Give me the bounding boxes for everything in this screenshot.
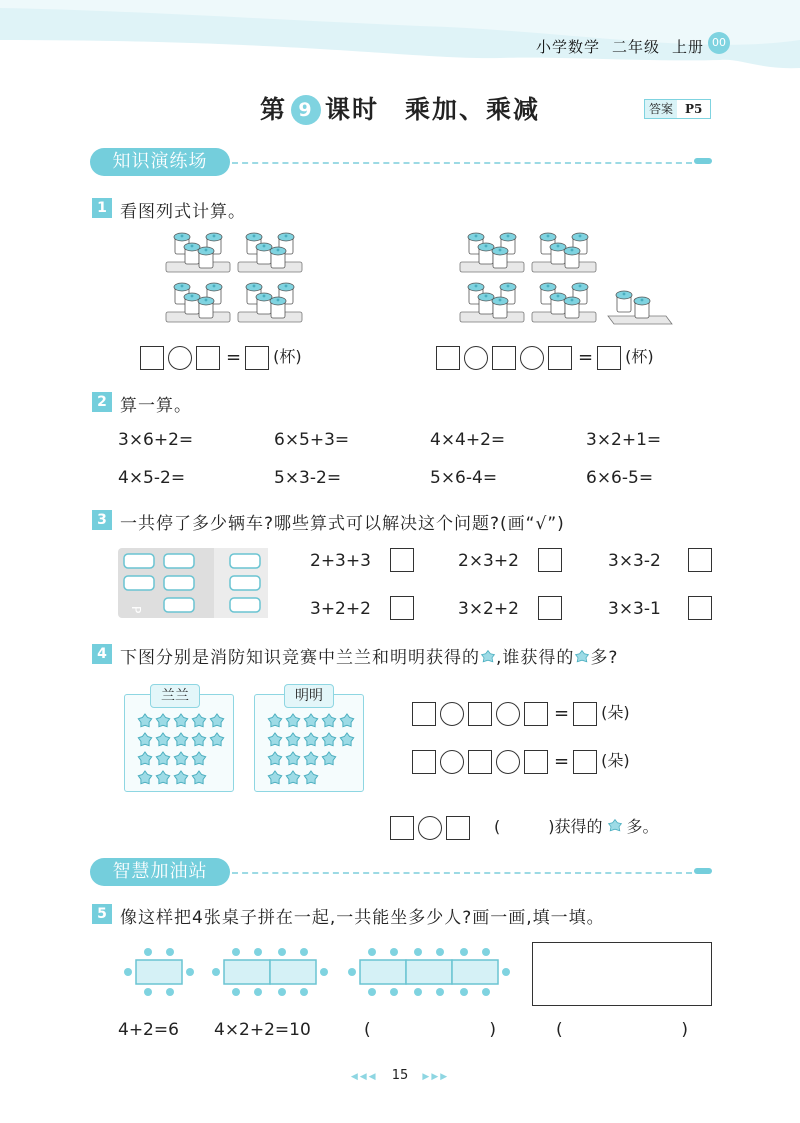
question-text: 看图列式计算。 — [120, 202, 246, 222]
answer-box[interactable] — [446, 816, 470, 840]
question-text-part: ,谁获得的 — [496, 648, 575, 668]
parking-lot-illustration — [118, 548, 268, 618]
flower-icon — [268, 771, 281, 784]
answer-box[interactable] — [412, 702, 436, 726]
section-divider — [232, 872, 692, 874]
header-volume: 上册 — [671, 38, 704, 56]
tables-illustration — [118, 944, 518, 1000]
calc-problem: 3×2+1= — [586, 430, 662, 450]
title-suffix: 课时 — [324, 95, 379, 124]
section-practice-banner: 知识演练场 — [90, 148, 230, 176]
flower-icon — [322, 733, 335, 746]
checkbox[interactable] — [688, 548, 712, 572]
answer-blank-3[interactable] — [364, 1020, 496, 1040]
q4-equation-2: = (朵) — [412, 748, 634, 774]
calc-problem: 4×4+2= — [430, 430, 506, 450]
answer-page: P5 — [685, 102, 703, 116]
header-subject: 小学数学 — [535, 38, 600, 56]
checkbox[interactable] — [688, 596, 712, 620]
flower-icon — [192, 714, 205, 727]
pencil-icon — [694, 158, 712, 164]
panel-mingming — [254, 694, 364, 792]
flower-icon — [322, 714, 335, 727]
flower-icon — [192, 771, 205, 784]
calc-problem: 5×3-2= — [274, 468, 342, 488]
page-number: 15 — [391, 1068, 409, 1083]
flower-icon — [174, 714, 187, 727]
answer-label: 答案 — [645, 100, 677, 118]
blank-open: ( — [494, 817, 501, 836]
question-text-part: 下图分别是消防知识竞赛中兰兰和明明获得的 — [120, 648, 480, 668]
question-number: 5 — [92, 904, 112, 924]
answer-box[interactable] — [524, 702, 548, 726]
calc-problem: 6×5+3= — [274, 430, 350, 450]
blank-open: ( — [364, 1020, 371, 1040]
unit-label: (朵) — [601, 751, 630, 770]
unit-label: (杯) — [625, 347, 654, 366]
flower-icon — [340, 714, 353, 727]
left-arrows-icon: ◀◀◀ — [350, 1072, 378, 1082]
calc-problem: 5×6-4= — [430, 468, 498, 488]
flower-icon — [268, 752, 281, 765]
answer-box[interactable] — [468, 702, 492, 726]
checkbox[interactable] — [538, 596, 562, 620]
question-number: 2 — [92, 392, 112, 412]
flower-icon — [607, 818, 623, 834]
flower-icon — [340, 733, 353, 746]
flower-icon — [304, 752, 317, 765]
answer-box[interactable] — [524, 750, 548, 774]
answer-reference — [644, 99, 711, 119]
answer-box[interactable] — [196, 346, 220, 370]
page-footer — [0, 1068, 800, 1083]
option-expression: 2×3+2 — [458, 551, 519, 571]
flower-icon — [304, 771, 317, 784]
blank-open: ( — [556, 1020, 563, 1040]
q4-equation-1: = (朵) — [412, 700, 634, 726]
answer-blank-4[interactable] — [556, 1020, 688, 1040]
operator-circle[interactable] — [440, 750, 464, 774]
blank-close: ) — [489, 1020, 496, 1040]
section-divider — [232, 162, 692, 164]
flower-icon — [174, 771, 187, 784]
right-arrows-icon: ▶▶▶ — [422, 1072, 450, 1082]
calc-problem: 4×5-2= — [118, 468, 186, 488]
flower-icon — [286, 733, 299, 746]
header-info — [524, 36, 704, 57]
q4-compare — [390, 814, 663, 840]
flower-icon — [268, 714, 281, 727]
flower-icon — [286, 752, 299, 765]
answer-box[interactable] — [412, 750, 436, 774]
question-number: 4 — [92, 644, 112, 664]
question-number: 1 — [92, 198, 112, 218]
drawing-box[interactable] — [532, 942, 712, 1006]
flower-icon — [174, 752, 187, 765]
flower-icon — [156, 714, 169, 727]
option-expression: 3×3-2 — [608, 551, 661, 571]
operator-circle[interactable] — [418, 816, 442, 840]
flower-icon — [574, 649, 590, 665]
section-challenge-banner: 智慧加油站 — [90, 858, 230, 886]
option-expression: 3×3-1 — [608, 599, 661, 619]
question-text: 一共停了多少辆车?哪些算式可以解决这个问题?(画“√”) — [120, 514, 565, 534]
unit-label: (朵) — [601, 703, 630, 722]
flower-icon — [286, 771, 299, 784]
operator-circle[interactable] — [520, 346, 544, 370]
answer-box[interactable] — [140, 346, 164, 370]
question-text: 像这样把4张桌子拼在一起,一共能坐多少人?画一画,填一填。 — [120, 908, 605, 928]
flower-icon — [138, 733, 151, 746]
pencil-icon — [694, 868, 712, 874]
flower-icon — [156, 733, 169, 746]
operator-circle[interactable] — [464, 346, 488, 370]
answer-box[interactable] — [390, 816, 414, 840]
flower-icon — [156, 771, 169, 784]
flower-icon — [210, 714, 223, 727]
cup-trays-illustration — [160, 228, 700, 332]
flower-icon — [304, 714, 317, 727]
flower-icon — [480, 649, 496, 665]
answer-box[interactable] — [245, 346, 269, 370]
name-tag-mingming: 明明 — [284, 684, 334, 708]
flower-icon — [268, 733, 281, 746]
lesson-number: 9 — [291, 95, 321, 125]
header-badge: 00 — [708, 32, 730, 54]
answer-box[interactable] — [573, 750, 597, 774]
calc-problem: 6×6-5= — [586, 468, 654, 488]
parking-sign: P — [129, 606, 143, 614]
flowers-mingming — [255, 695, 365, 793]
compare-end: 多。 — [626, 817, 659, 836]
option-expression: 3×2+2 — [458, 599, 519, 619]
question-text: 算一算。 — [120, 396, 192, 416]
flowers-lanlan — [125, 695, 235, 793]
name-tag-lanlan: 兰兰 — [150, 684, 200, 708]
flower-icon — [286, 714, 299, 727]
compare-text: )获得的 — [548, 817, 603, 836]
operator-circle[interactable] — [496, 750, 520, 774]
answer-box[interactable] — [597, 346, 621, 370]
flower-icon — [192, 733, 205, 746]
checkbox[interactable] — [390, 596, 414, 620]
checkbox[interactable] — [390, 548, 414, 572]
unit-label: (杯) — [273, 347, 302, 366]
answer-box[interactable] — [468, 750, 492, 774]
title-prefix: 第 — [259, 95, 287, 124]
operator-circle[interactable] — [496, 702, 520, 726]
answer-box[interactable] — [573, 702, 597, 726]
calc-problem: 3×6+2= — [118, 430, 194, 450]
question-text — [120, 643, 618, 668]
example-equation-1: 4+2=6 — [118, 1020, 179, 1040]
answer-box[interactable] — [492, 346, 516, 370]
flower-icon — [156, 752, 169, 765]
blank-close: ) — [681, 1020, 688, 1040]
flower-icon — [192, 752, 205, 765]
flower-icon — [138, 771, 151, 784]
flower-icon — [138, 752, 151, 765]
flower-icon — [304, 733, 317, 746]
option-expression: 3+2+2 — [310, 599, 371, 619]
answer-box[interactable] — [548, 346, 572, 370]
operator-circle[interactable] — [168, 346, 192, 370]
q1-right-equation: = (杯) — [436, 344, 658, 370]
lesson-topic: 乘加、乘减 — [405, 95, 541, 124]
flower-icon — [210, 733, 223, 746]
operator-circle[interactable] — [440, 702, 464, 726]
option-expression: 2+3+3 — [310, 551, 371, 571]
flower-icon — [138, 714, 151, 727]
header-grade: 二年级 — [611, 38, 660, 56]
q1-left-equation: = (杯) — [140, 344, 306, 370]
checkbox[interactable] — [538, 548, 562, 572]
answer-box[interactable] — [436, 346, 460, 370]
question-number: 3 — [92, 510, 112, 530]
question-text-part: 多? — [590, 648, 619, 668]
flower-icon — [174, 733, 187, 746]
flower-icon — [322, 752, 335, 765]
panel-lanlan — [124, 694, 234, 792]
example-equation-2: 4×2+2=10 — [214, 1020, 311, 1040]
